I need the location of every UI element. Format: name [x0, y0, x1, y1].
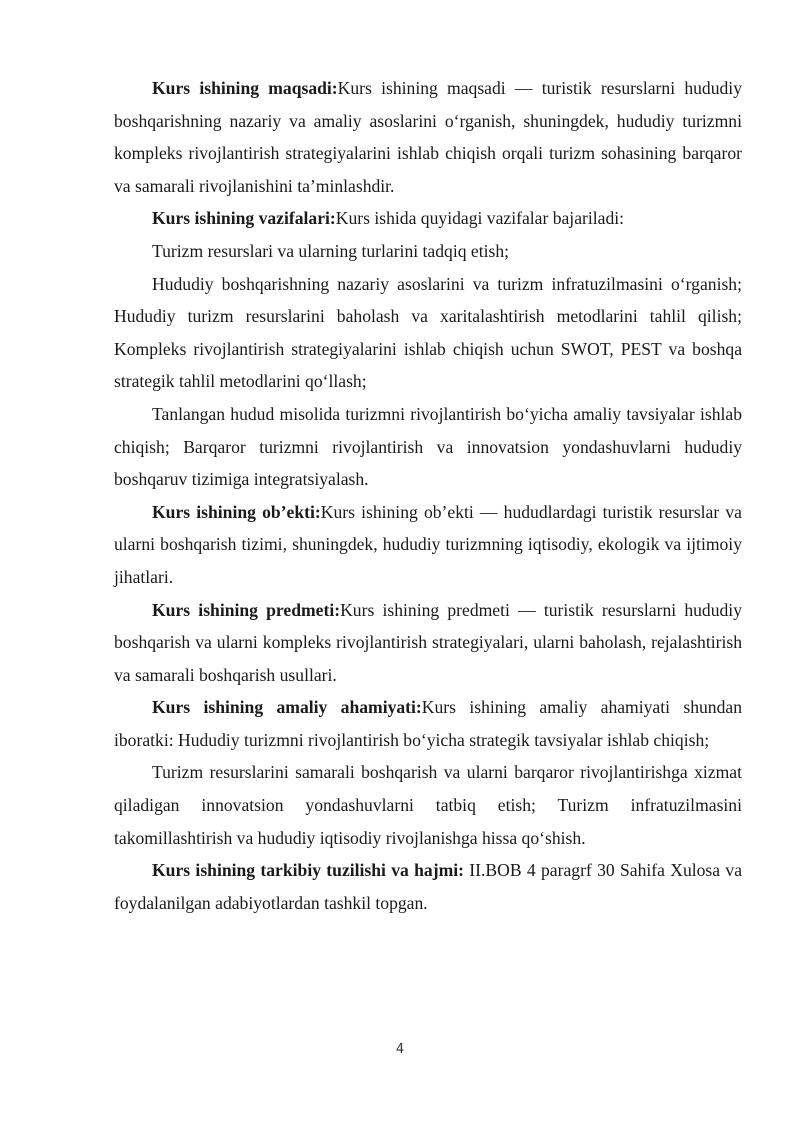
paragraph-text: Turizm resurslari va ularning turlarini tadqiq etish; — [152, 240, 510, 261]
paragraph-task-3 — [114, 398, 742, 496]
paragraph-object — [114, 496, 742, 594]
paragraph-text: Kurs ishining ob’ekti — hududlardagi turistik resurslar va ularni boshqarish tizimi, shuningdek, hududiy turizmning iqtisodiy, ekologik va ijtimoiy jihatlari. — [114, 501, 742, 587]
paragraph-text: Kurs ishida quyidagi vazifalar bajariladi: — [335, 208, 625, 229]
paragraph-task-1 — [114, 235, 742, 268]
paragraph-subject — [114, 594, 742, 692]
paragraph-text: Tanlangan hudud misolida turizmni rivojlantirish bo‘yicha amaliy tavsiyalar ishlab chiqish; Barqaror turizmni rivojlantirish va innovatsion yondashuvlarni hududiy boshqaruv tizimiga integratsiyalash. — [114, 403, 742, 490]
page-number: 4 — [395, 1042, 405, 1057]
paragraph-text: Kurs ishining predmeti — turistik resurslarni hududiy boshqarish va ularni kompleks rivojlantirish strategiyalari, ularni baholash, rejalashtirish va samarali boshqarish usullari. — [114, 599, 742, 685]
paragraph-text: Turizm resurslarini samarali boshqarish va ularni barqaror rivojlantirishga xizmat qiladigan innovatsion yondashuvlarni tatbiq etish; Turizm infratuzilmasini takomillashtirish va hududiy iqtisodiy rivojlanishga hissa qo‘shish. — [114, 762, 742, 848]
paragraph-heading: Kurs ishining tarkibiy tuzilishi va hajmi: — [152, 860, 464, 881]
paragraph-heading: Kurs ishining vazifalari: — [152, 208, 336, 229]
paragraph-text: II.BOB 4 paragrf 30 Sahifa Xulosa va foydalanilgan adabiyotlardan tashkil topgan. — [114, 860, 742, 913]
paragraph-heading: Kurs ishining amaliy ahamiyati: — [152, 697, 422, 718]
paragraph-tasks — [114, 202, 742, 235]
paragraph-heading: Kurs ishining maqsadi: — [152, 78, 338, 98]
paragraph-heading: Kurs ishining ob’ekti: — [152, 501, 321, 522]
paragraph-heading: Kurs ishining predmeti: — [152, 599, 341, 620]
paragraph-task-2 — [114, 268, 742, 398]
paragraph-goal — [114, 72, 742, 202]
document-page — [114, 72, 742, 919]
paragraph-practical-significance — [114, 691, 742, 756]
paragraph-structure — [114, 854, 742, 919]
paragraph-text: Kurs ishining amaliy ahamiyati shundan iboratki: Hududiy turizmni rivojlantirish bo‘yicha strategik tavsiyalar ishlab chiqish; — [114, 697, 742, 750]
paragraph-text: Kurs ishining maqsadi — turistik resurslarni hududiy boshqarishning nazariy va amaliy asoslarini o‘rganish, shuningdek, hududiy turizmni kompleks rivojlantirish strategiyalarini ishlab chiqish orqali turizm sohasining barqaror va samarali rivojlanishini ta’minlashdir. — [114, 78, 742, 196]
paragraph-practical-continued — [114, 756, 742, 854]
paragraph-text: Hududiy boshqarishning nazariy asoslarini va turizm infratuzilmasini o‘rganish; Hududiy turizm resurslarini baholash va xaritalashtirish metodlarini tahlil qilish; Kompleks rivojlantirish strategiyalarini ishlab chiqish uchun SWOT, PEST va boshqa strategik tahlil metodlarini qo‘llash; — [114, 273, 742, 392]
